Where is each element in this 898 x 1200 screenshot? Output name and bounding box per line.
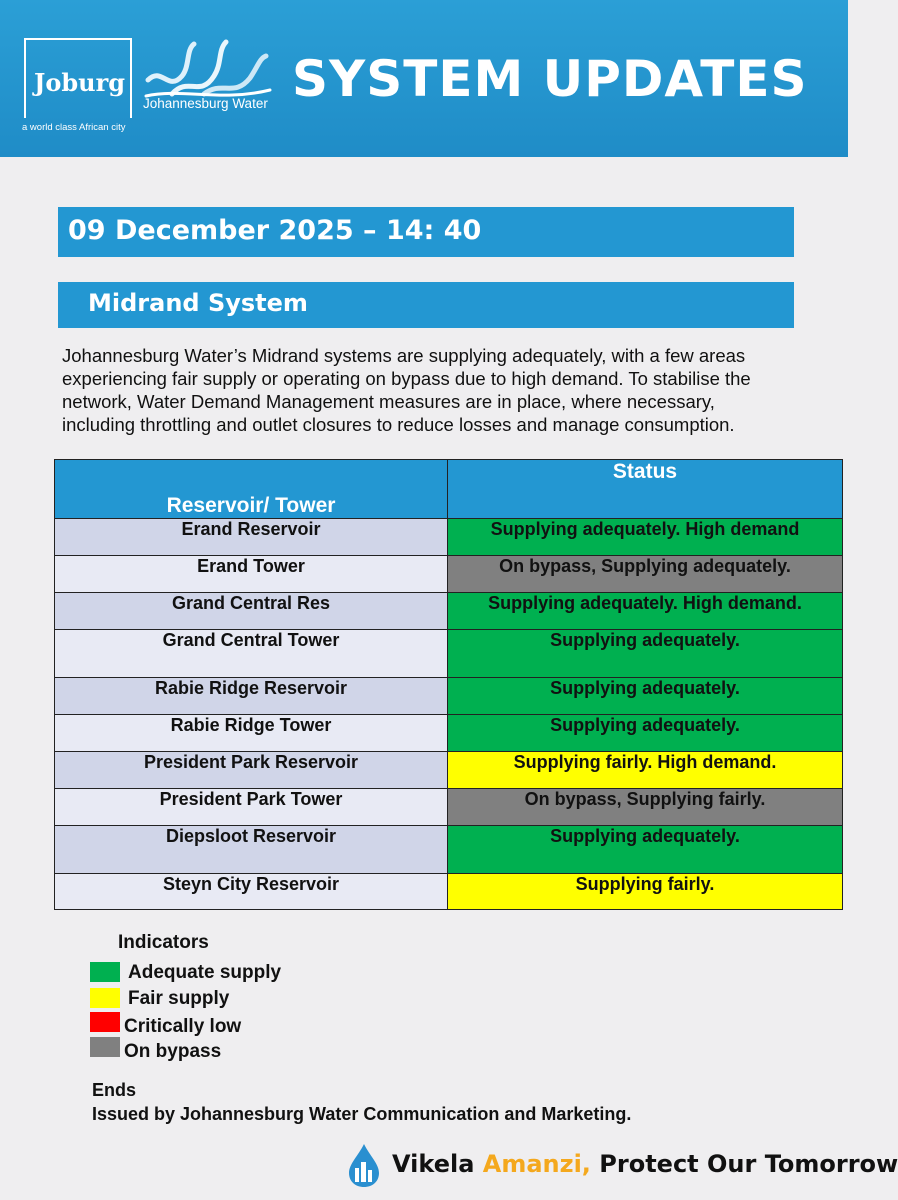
column-header-status: Status (448, 460, 843, 519)
column-header-reservoir: Reservoir/ Tower (55, 460, 448, 519)
table-header-row (55, 460, 843, 519)
reservoir-name-cell: Rabie Ridge Reservoir (55, 678, 448, 715)
legend-label-fair: Fair supply (128, 988, 230, 1009)
joburg-tagline: a world class African city (22, 122, 126, 133)
reservoir-name-cell: Erand Reservoir (55, 519, 448, 556)
reservoir-name-cell: Diepsloot Reservoir (55, 826, 448, 874)
johannesburg-water-logo-icon (142, 36, 272, 102)
table-row (55, 630, 843, 678)
joburg-logo-text: Joburg (34, 68, 126, 97)
status-cell: On bypass, Supplying adequately. (448, 556, 843, 593)
status-cell: On bypass, Supplying fairly. (448, 789, 843, 826)
reservoir-name-cell: President Park Tower (55, 789, 448, 826)
table-row (55, 874, 843, 910)
status-cell: Supplying fairly. (448, 874, 843, 910)
issued-by-text: Issued by Johannesburg Water Communication and Marketing. (92, 1104, 632, 1124)
legend-swatch-critical (90, 1012, 120, 1032)
status-cell: Supplying adequately. High demand. (448, 593, 843, 630)
legend-label-critical: Critically low (124, 1016, 242, 1037)
intro-paragraph: Johannesburg Water’s Midrand systems are supplying adequately, with a few areas experiencing fair supply or operating on bypass due to high demand. To stabilise the network, Water Demand Management measures are in place, where necessary, including throttling and outlet closures to reduce losses and manage consumption. (62, 345, 751, 435)
slogan (392, 1150, 898, 1178)
reservoir-name-cell: Grand Central Res (55, 593, 448, 630)
legend-swatch-adequate (90, 962, 120, 982)
status-cell: Supplying adequately. High demand (448, 519, 843, 556)
header-banner (0, 0, 848, 157)
slogan-part-1: Vikela (392, 1150, 483, 1178)
table-row (55, 593, 843, 630)
table-row (55, 826, 843, 874)
table-row (55, 519, 843, 556)
status-cell: Supplying adequately. (448, 630, 843, 678)
status-table (54, 459, 843, 910)
legend-swatch-fair (90, 988, 120, 1008)
table-row (55, 715, 843, 752)
slogan-accent: Amanzi, (482, 1150, 591, 1178)
table-row (55, 678, 843, 715)
table-row (55, 752, 843, 789)
ends-text: Ends (92, 1080, 137, 1100)
legend-label-adequate: Adequate supply (128, 962, 282, 983)
reservoir-name-cell: President Park Reservoir (55, 752, 448, 789)
legend-swatch-bypass (90, 1037, 120, 1057)
date-time-bar: 09 December 2025 – 14: 40 (58, 207, 794, 257)
system-name-bar: Midrand System (58, 282, 794, 328)
page-title: SYSTEM UPDATES (292, 50, 808, 108)
status-cell: Supplying fairly. High demand. (448, 752, 843, 789)
reservoir-name-cell: Rabie Ridge Tower (55, 715, 448, 752)
slogan-part-2: Protect Our Tomorrow (590, 1150, 898, 1178)
water-drop-city-icon (346, 1142, 382, 1188)
reservoir-name-cell: Erand Tower (55, 556, 448, 593)
status-cell: Supplying adequately. (448, 826, 843, 874)
table-body (55, 519, 843, 910)
status-cell: Supplying adequately. (448, 715, 843, 752)
status-cell: Supplying adequately. (448, 678, 843, 715)
table-row (55, 556, 843, 593)
legend-title: Indicators (118, 932, 209, 953)
legend-label-bypass: On bypass (124, 1041, 222, 1062)
reservoir-name-cell: Grand Central Tower (55, 630, 448, 678)
johannesburg-water-logo-text: Johannesburg Water (143, 96, 268, 111)
table-row (55, 789, 843, 826)
reservoir-name-cell: Steyn City Reservoir (55, 874, 448, 910)
